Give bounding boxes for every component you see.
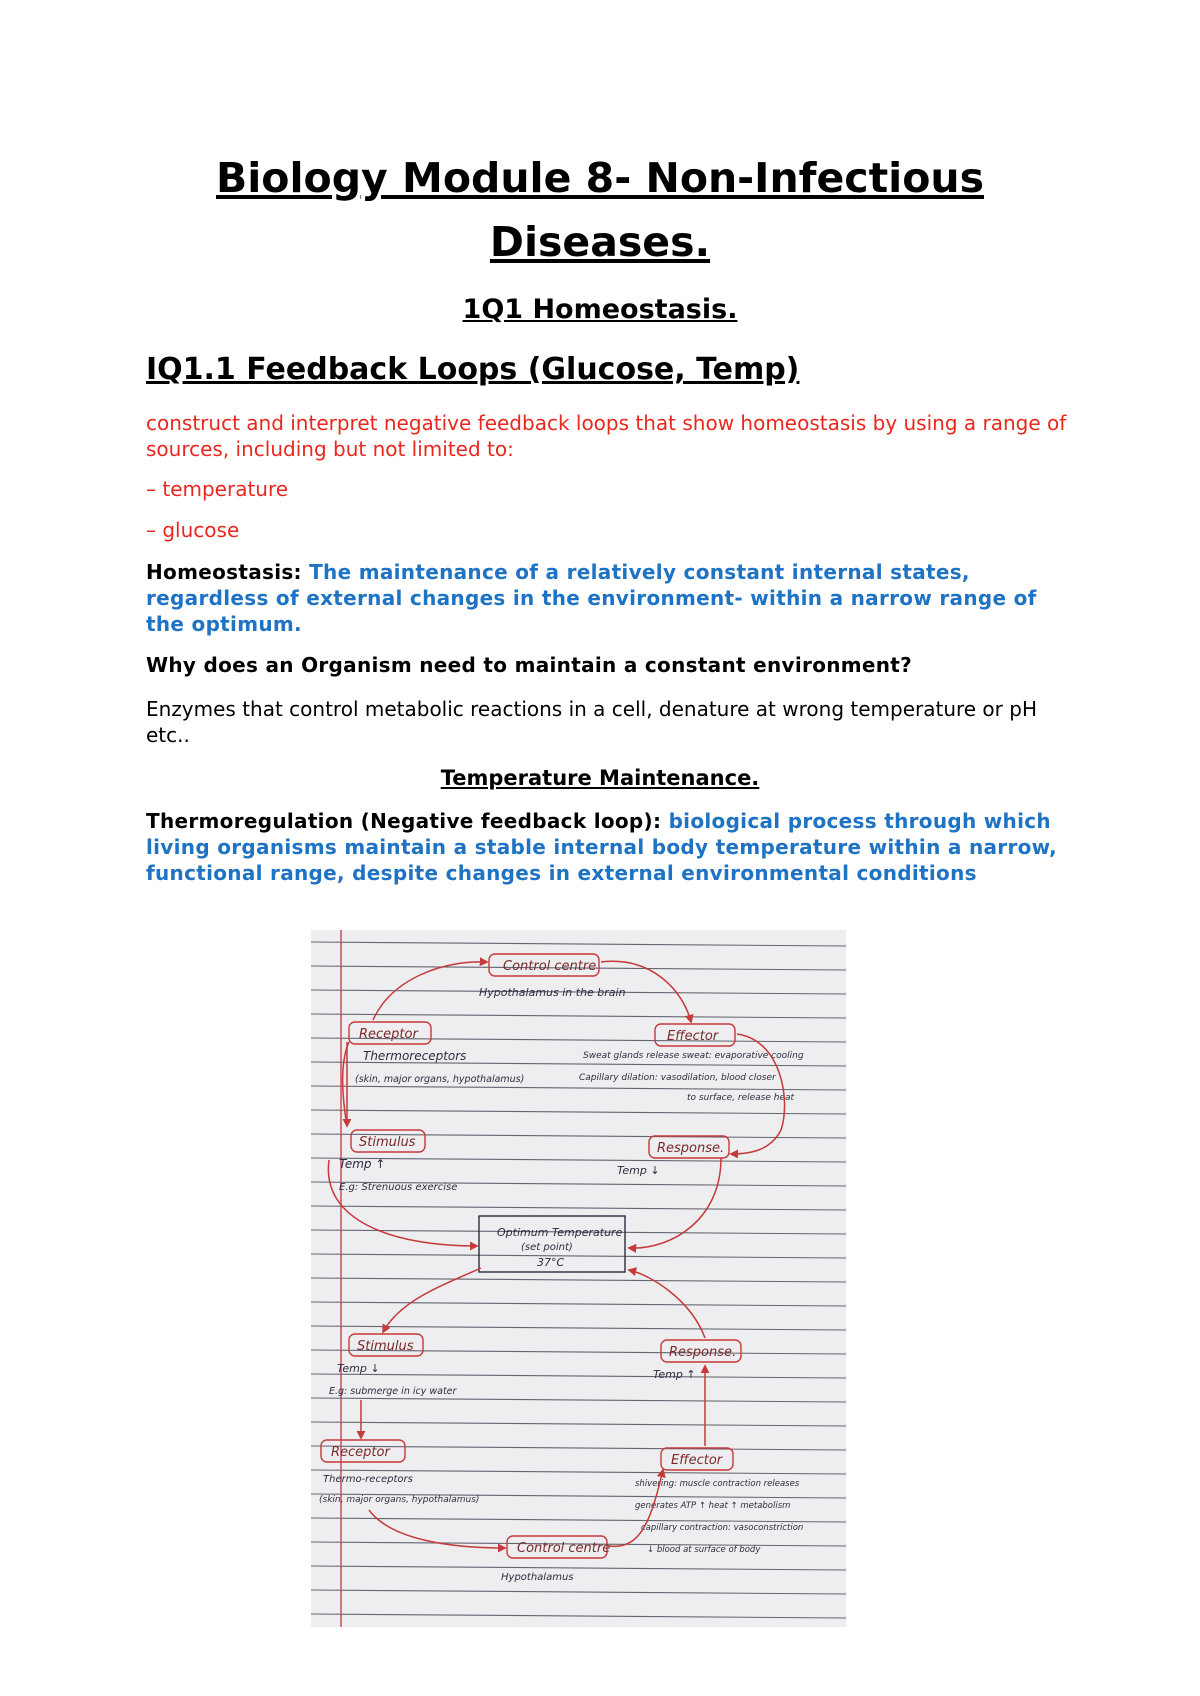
lower-receptor-note-1: Thermo-receptors xyxy=(323,1474,413,1485)
homeostasis-definition-paragraph xyxy=(146,559,1076,637)
lower-effector-note-3: capillary contraction: vasoconstriction xyxy=(641,1523,804,1533)
optimum-line-2: (set point) xyxy=(521,1242,573,1253)
syllabus-item-glucose: – glucose xyxy=(146,518,240,542)
optimum-line-3: 37°C xyxy=(537,1256,565,1269)
upper-effector-label: Effector xyxy=(667,1029,719,1044)
upper-stimulus-note-1: Temp ↑ xyxy=(339,1157,386,1171)
upper-control-centre-note: Hypothalamus in the brain xyxy=(479,986,626,999)
lower-effector-note-1: shivering: muscle contraction releases xyxy=(635,1479,800,1489)
upper-stimulus-note-2: E.g: Strenuous exercise xyxy=(339,1182,458,1193)
upper-stimulus-label: Stimulus xyxy=(359,1135,416,1150)
lower-receptor-label: Receptor xyxy=(331,1445,390,1460)
upper-response-note: Temp ↓ xyxy=(617,1164,660,1177)
upper-control-centre-label: Control centre xyxy=(503,959,597,974)
thermoregulation-term: Thermoregulation (Negative feedback loop): xyxy=(146,809,669,833)
feedback-loop-diagram-photo xyxy=(311,930,846,1627)
upper-receptor-note-2: (skin, major organs, hypothalamus) xyxy=(355,1074,525,1085)
lower-effector-note-4: ↓ blood at surface of body xyxy=(647,1545,761,1555)
homeostasis-definition: The maintenance of a relatively constant internal states, regardless of external changes in the environment- within a narrow range of the optimum. xyxy=(146,560,1037,636)
upper-receptor-label: Receptor xyxy=(359,1027,418,1042)
lower-stimulus-note-2: E.g: submerge in icy water xyxy=(329,1386,457,1397)
answer-paragraph: Enzymes that control metabolic reactions in a cell, denature at wrong temperature or pH etc.. xyxy=(146,697,1037,747)
syllabus-point: construct and interpret negative feedback loops that show homeostasis by using a range of sources, including but not limited to: xyxy=(146,411,1067,461)
syllabus-item-temperature: – temperature xyxy=(146,477,289,501)
upper-effector-note-1: Sweat glands release sweat: evaporative cooling xyxy=(583,1051,804,1061)
lower-effector-note-2: generates ATP ↑ heat ↑ metabolism xyxy=(635,1501,791,1511)
lower-response-note: Temp ↑ xyxy=(653,1368,696,1381)
lower-stimulus-label: Stimulus xyxy=(357,1339,414,1354)
question-heading: Why does an Organism need to maintain a constant environment? xyxy=(146,653,913,677)
document-title: Biology Module 8- Non-Infectious Diseases. xyxy=(216,154,984,266)
lower-control-centre-note: Hypothalamus xyxy=(501,1572,574,1583)
upper-receptor-note-1: Thermoreceptors xyxy=(363,1049,467,1063)
lower-control-centre-label: Control centre xyxy=(517,1541,611,1556)
thermoregulation-definition: biological process through which living organisms maintain a stable internal body temperature within a narrow, functional range, despite changes in external environmental conditions xyxy=(146,809,1058,885)
upper-effector-note-3: to surface, release heat xyxy=(687,1093,795,1103)
thermoregulation-paragraph xyxy=(146,808,1076,886)
upper-effector-note-2: Capillary dilation: vasodilation, blood closer xyxy=(579,1073,776,1083)
temperature-heading: Temperature Maintenance. xyxy=(440,766,760,790)
lower-response-label: Response. xyxy=(669,1345,737,1360)
homeostasis-term: Homeostasis: xyxy=(146,560,310,584)
lower-effector-label: Effector xyxy=(671,1453,723,1468)
subsection-heading: IQ1.1 Feedback Loops (Glucose, Temp) xyxy=(146,352,800,387)
upper-response-label: Response. xyxy=(657,1141,725,1156)
lower-receptor-note-2: (skin, major organs, hypothalamus) xyxy=(319,1495,480,1505)
section-heading: 1Q1 Homeostasis. xyxy=(462,294,738,325)
lower-stimulus-note-1: Temp ↓ xyxy=(337,1362,380,1375)
optimum-line-1: Optimum Temperature xyxy=(497,1226,623,1239)
